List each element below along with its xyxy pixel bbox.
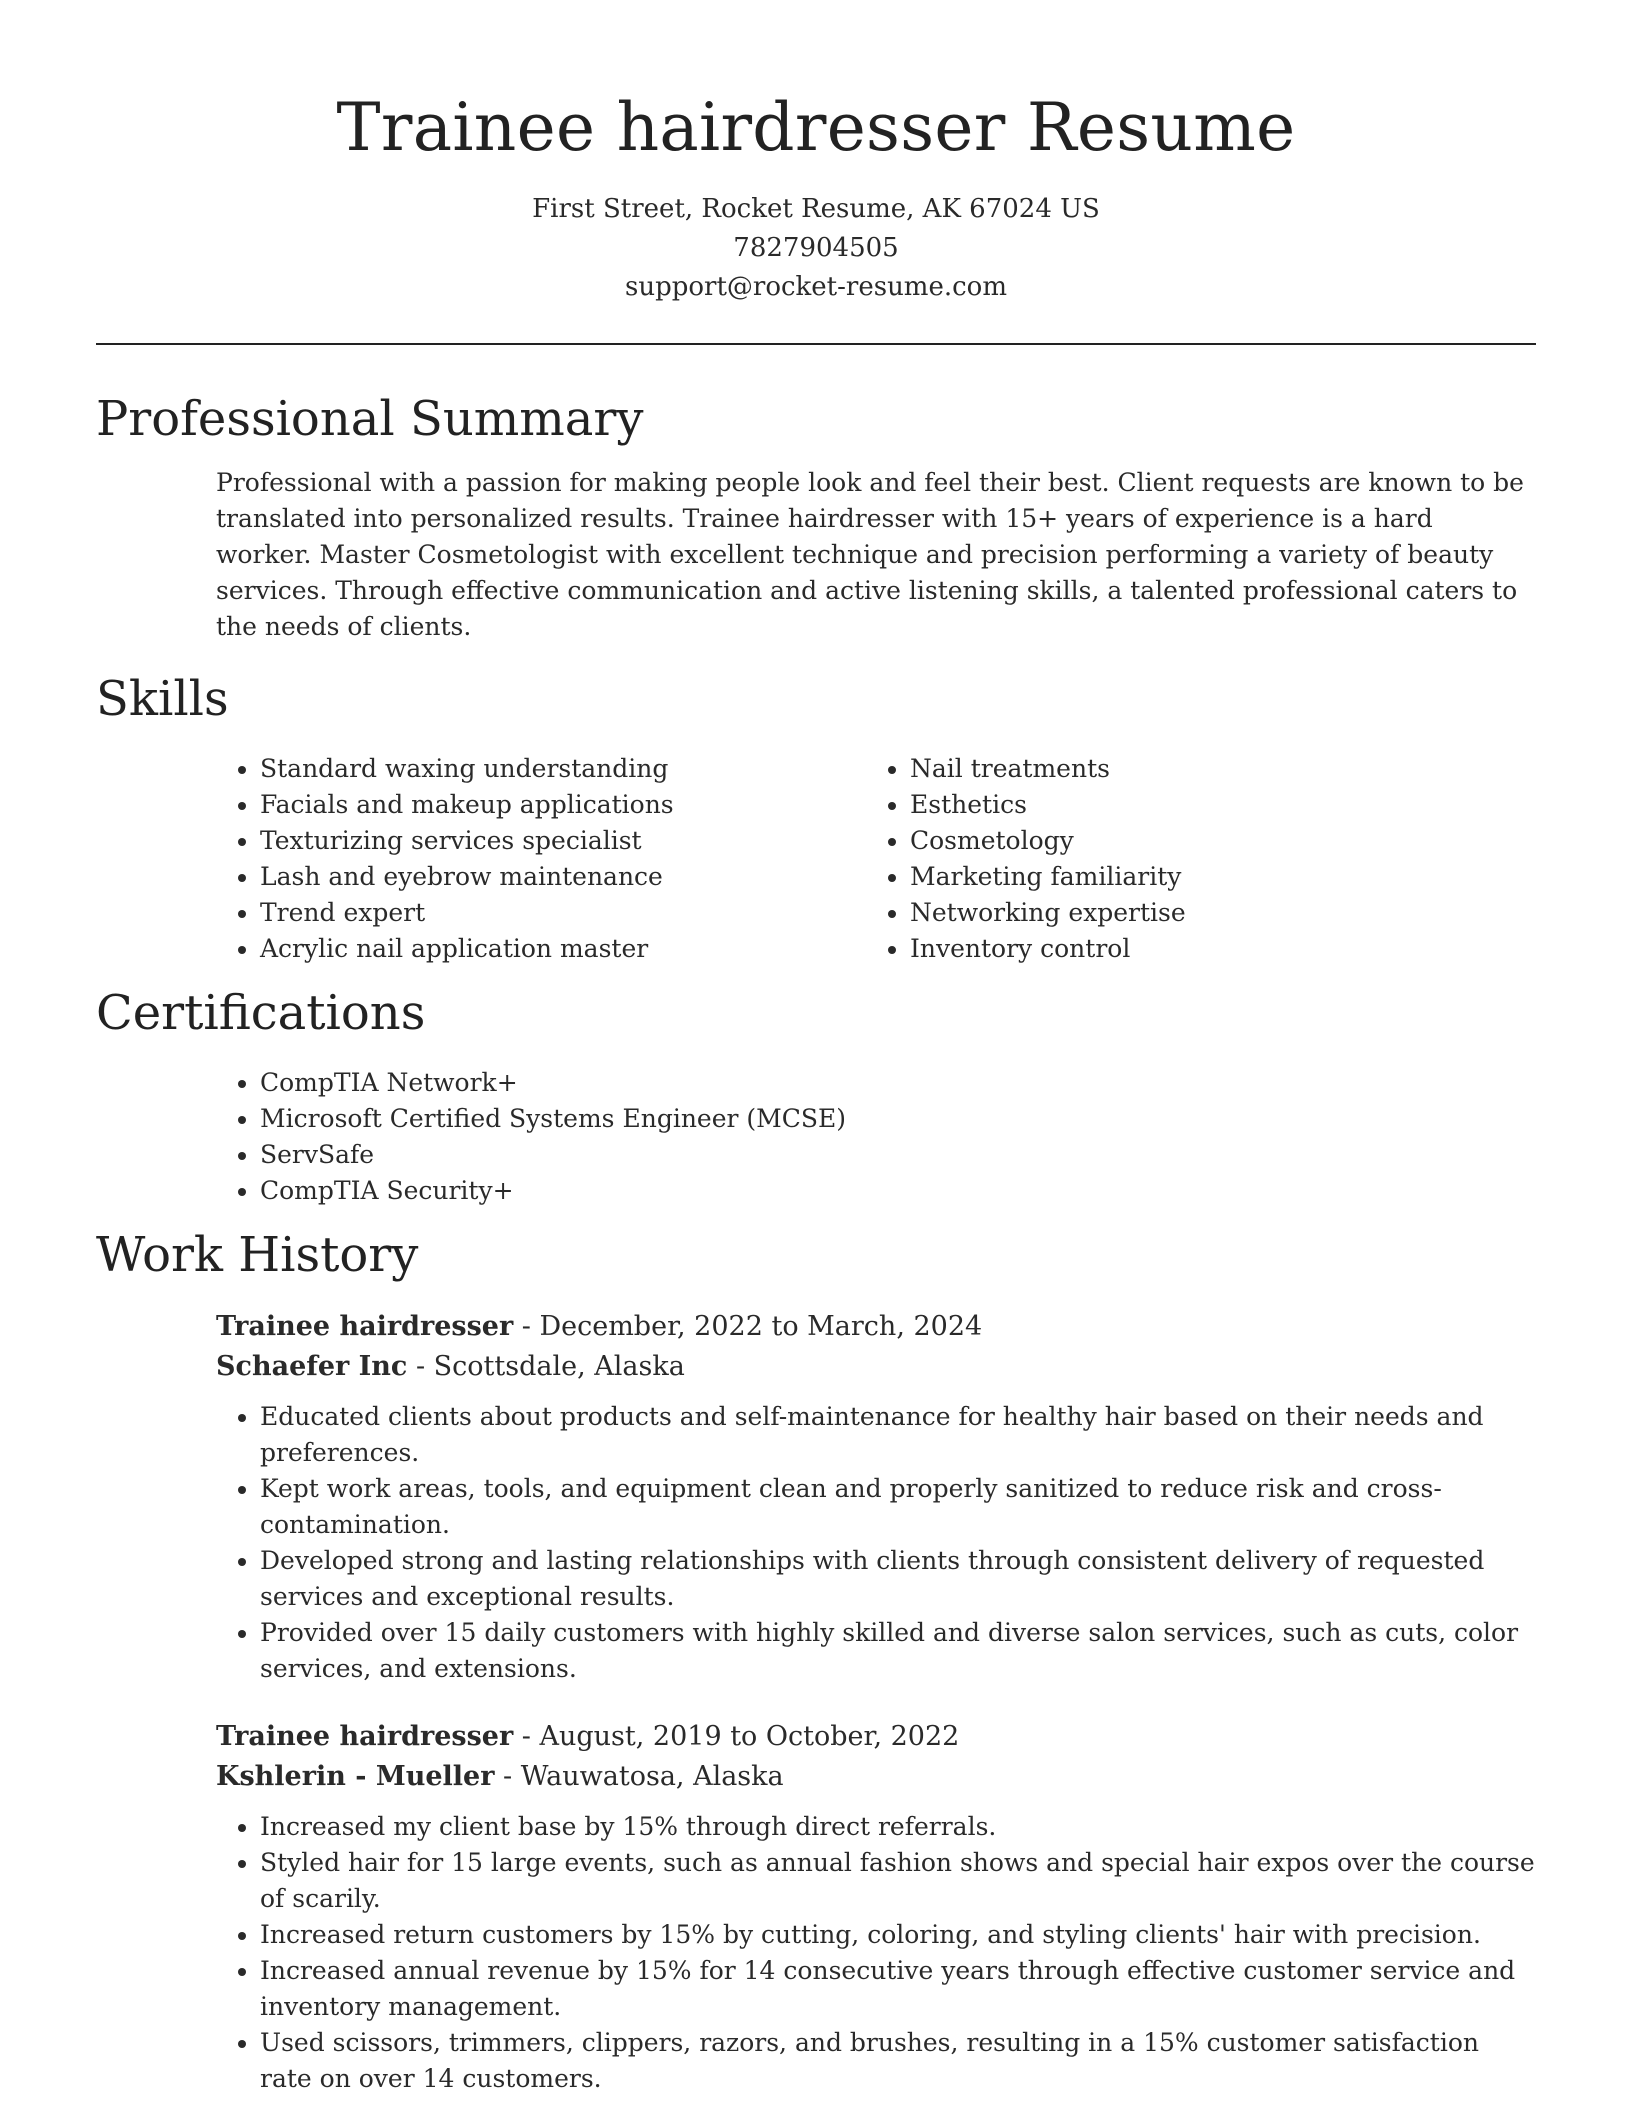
job-company-line	[216, 1347, 1536, 1387]
resume-header	[96, 0, 1536, 307]
skill-item: • Acrylic nail application master	[260, 931, 866, 967]
certification-item: • CompTIA Security+	[260, 1173, 1536, 1209]
job-title-line	[216, 1307, 1536, 1347]
certifications-list	[216, 1065, 1536, 1209]
work-history-heading: Work History	[96, 1227, 419, 1283]
job-company: Schaefer Inc	[216, 1351, 408, 1382]
skill-item: • Nail treatments	[910, 751, 1516, 787]
skills-list-left	[216, 751, 866, 967]
contact-block	[96, 190, 1536, 307]
certification-item: • ServSafe	[260, 1137, 1536, 1173]
job-bullet: • Increased return customers by 15% by cutting, coloring, and styling clients' hair with precision.	[260, 1917, 1536, 1953]
skill-item: • Inventory control	[910, 931, 1516, 967]
contact-address: First Street, Rocket Resume, AK 67024 US	[532, 194, 1100, 224]
job-bullet: • Kept work areas, tools, and equipment clean and properly sanitized to reduce risk and cross-contamination.	[260, 1471, 1536, 1543]
job-bullet: • Educated clients about products and self-maintenance for healthy hair based on their needs and preferences.	[260, 1399, 1536, 1471]
skill-item: • Esthetics	[910, 787, 1516, 823]
summary-text: Professional with a passion for making people look and feel their best. Client requests are known to be translated into personalized results. Trainee hairdresser with 15+ years of experience is a hard worker. Master Cosmetologist with excellent technique and precision performing a variety of beauty services. Through effective communication and active listening skills, a talented professional caters to the needs of clients.	[216, 468, 1524, 641]
job-bullets	[216, 1809, 1536, 2097]
skill-item: • Standard waxing understanding	[260, 751, 866, 787]
skill-item: • Lash and eyebrow maintenance	[260, 859, 866, 895]
job-role: Trainee hairdresser	[216, 1311, 514, 1342]
job-bullets	[216, 1399, 1536, 1687]
skill-item: • Marketing familiarity	[910, 859, 1516, 895]
skills-list-right	[866, 751, 1516, 967]
resume-page	[96, 0, 1536, 2097]
contact-email: support@rocket-resume.com	[624, 272, 1007, 302]
header-divider	[96, 343, 1536, 345]
job-company-line	[216, 1757, 1536, 1797]
job-bullet: • Increased annual revenue by 15% for 14 consecutive years through effective customer service and inventory management.	[260, 1953, 1536, 2025]
job-company: Kshlerin - Mueller	[216, 1761, 495, 1792]
skills-grid	[216, 751, 1536, 967]
certification-item: • Microsoft Certified Systems Engineer (MCSE)	[260, 1101, 1536, 1137]
skill-item: • Facials and makeup applications	[260, 787, 866, 823]
skill-item: • Trend expert	[260, 895, 866, 931]
summary-heading: Professional Summary	[96, 391, 644, 447]
certifications-block	[216, 1065, 1536, 1209]
job-bullet: • Styled hair for 15 large events, such as annual fashion shows and special hair expos over the course of scarily.	[260, 1845, 1536, 1917]
job-bullet: • Used scissors, trimmers, clippers, razors, and brushes, resulting in a 15% customer satisfaction rate on over 14 customers.	[260, 2025, 1536, 2097]
skill-item: • Texturizing services specialist	[260, 823, 866, 859]
certification-item: • CompTIA Network+	[260, 1065, 1536, 1101]
skill-item: • Networking expertise	[910, 895, 1516, 931]
certifications-heading: Certifications	[96, 985, 426, 1041]
job-bullet: • Provided over 15 daily customers with highly skilled and diverse salon services, such as cuts, color services, and extensions.	[260, 1615, 1536, 1687]
job-entry	[216, 1717, 1536, 2097]
skills-heading: Skills	[96, 671, 229, 727]
skills-column-left	[216, 751, 866, 967]
job-bullet: • Increased my client base by 15% through direct referrals.	[260, 1809, 1536, 1845]
contact-phone: 7827904505	[733, 233, 899, 263]
skills-column-right	[866, 751, 1516, 967]
job-role: Trainee hairdresser	[216, 1721, 514, 1752]
job-bullet: • Developed strong and lasting relationships with clients through consistent delivery of requested services and exceptional results.	[260, 1543, 1536, 1615]
job-dates: - August, 2019 to October, 2022	[513, 1721, 960, 1752]
job-dates: - December, 2022 to March, 2024	[513, 1311, 983, 1342]
job-title-line	[216, 1717, 1536, 1757]
job-entry	[216, 1307, 1536, 1687]
job-location: - Wauwatosa, Alaska	[494, 1761, 784, 1792]
job-location: - Scottsdale, Alaska	[407, 1351, 685, 1382]
resume-title: Trainee hairdresser Resume	[336, 89, 1296, 166]
skill-item: • Cosmetology	[910, 823, 1516, 859]
